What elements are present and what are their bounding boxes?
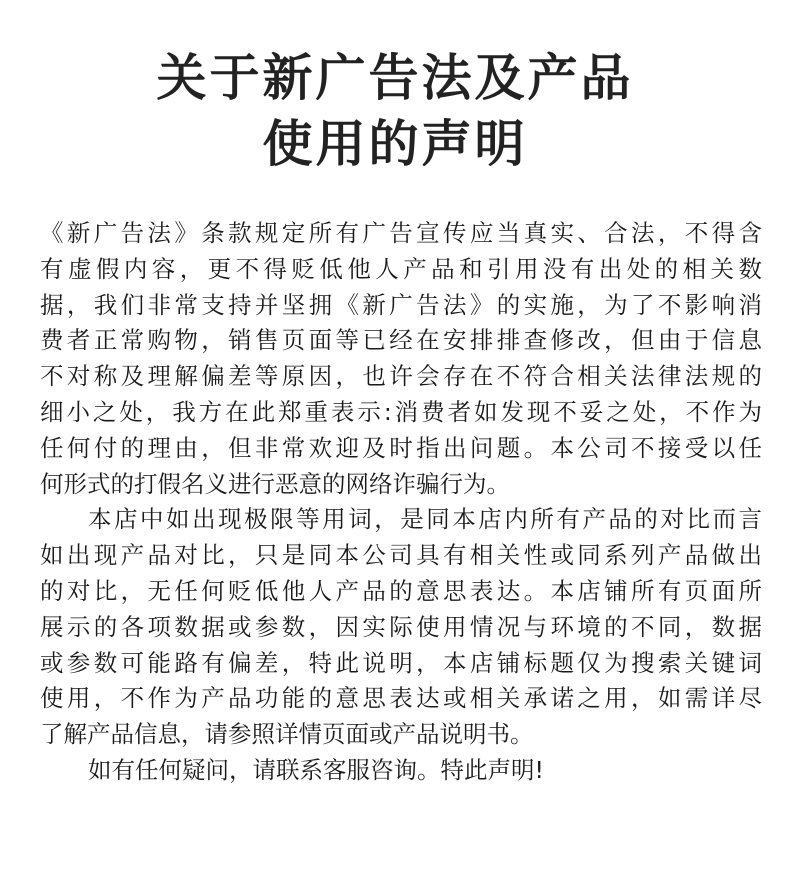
paragraph-line: 如出现产品对比，只是同本公司具有相关性或同系列产品做出 [40, 541, 762, 570]
paragraph-line: 如有任何疑问，请联系客服咨询。特此声明! [88, 755, 544, 784]
paragraph-line: 何形式的打假名义进行恶意的网络诈骗行为。 [40, 469, 510, 498]
paragraph-line: 不对称及理解偏差等原因，也许会存在不符合相关法律法规的 [40, 362, 762, 391]
paragraph-line: 据，我们非常支持并坚拥《新广告法》的实施，为了不影响消 [40, 290, 762, 319]
paragraph-line: 费者正常购物，销售页面等已经在安排排查修改，但由于信息 [40, 326, 762, 355]
paragraph-line: 《新广告法》条款规定所有广告宣传应当真实、合法，不得含 [40, 219, 762, 247]
paragraph-line: 展示的各项数据或参数，因实际使用情况与环境的不同，数据 [40, 612, 762, 641]
statement-body [40, 216, 762, 789]
paragraph-1 [40, 216, 762, 502]
paragraph-2 [40, 502, 762, 753]
title-line-2: 使用的声明 [262, 114, 528, 173]
paragraph-line: 了解产品信息，请参照详情页面或产品说明书。 [40, 720, 534, 749]
title-line-1: 关于新广告法及产品 [156, 48, 634, 107]
paragraph-line: 或参数可能路有偏差，特此说明，本店铺标题仅为搜索关键词 [40, 648, 762, 677]
paragraph-line: 任何付的理由，但非常欢迎及时指出问题。本公司不接受以任 [40, 433, 762, 462]
paragraph-line: 细小之处，我方在此郑重表示:消费者如发现不妥之处，不作为 [40, 397, 762, 426]
paragraph-line: 本店中如出现极限等用词，是同本店内所有产品的对比而言 [88, 505, 762, 534]
paragraph-line: 有虚假内容，更不得贬低他人产品和引用没有出处的相关数 [40, 254, 762, 283]
paragraph-line: 使用，不作为产品功能的意思表达或相关承诺之用，如需详尽 [40, 684, 762, 713]
paragraph-3 [40, 753, 762, 789]
paragraph-line: 的对比，无任何贬低他人产品的意思表达。本店铺所有页面所 [40, 576, 762, 605]
